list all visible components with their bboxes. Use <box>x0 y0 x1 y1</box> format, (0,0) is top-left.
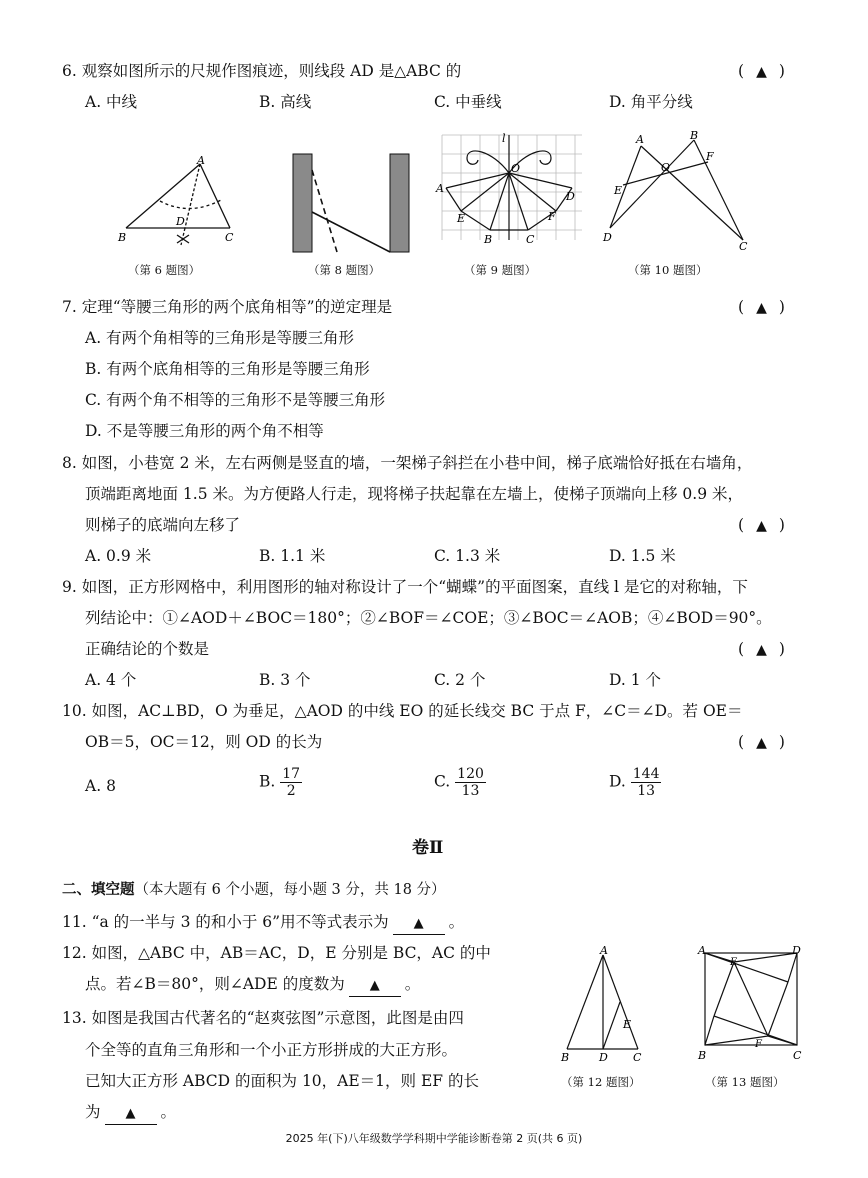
figure-13 <box>695 943 805 1065</box>
q8-option-d: D. 1.5 米 <box>609 547 676 565</box>
figure-9 <box>432 130 592 250</box>
q6-option-b: B. 高线 <box>259 93 312 111</box>
figure-10 <box>598 128 758 253</box>
q8-line-2: 顶端距离地面 1.5 米。为方便路人行走，现将梯子扶起靠在左墙上，使梯子顶端向上移 0.9 米， <box>85 485 744 503</box>
q11-answer-blank: ▲ <box>393 914 445 935</box>
q9-option-b: B. 3 个 <box>259 671 311 689</box>
q6-option-a: A. 中线 <box>85 93 138 111</box>
q10-option-a: A. 8 <box>85 777 116 795</box>
q9-line-1: 9. 如图，正方形网格中，利用图形的轴对称设计了一个“蝴蝶”的平面图案，直线 l 是它的对称轴，下 <box>62 578 748 596</box>
fig13-label-a: A <box>698 944 706 957</box>
q13-line-3: 已知大正方形 ABCD 的面积为 10，AE＝1，则 EF 的长 <box>85 1072 479 1090</box>
fig6-label-a: A <box>197 155 205 167</box>
fig10-label-f: F <box>706 150 714 163</box>
q6-stem: 6. 观察如图所示的尺规作图痕迹，则线段 AD 是△ABC 的 <box>62 62 462 80</box>
fig12-label-a: A <box>600 944 608 957</box>
q13-line-2: 个全等的直角三角形和一个小正方形拼成的大正方形。 <box>85 1041 458 1059</box>
q10-line-1: 10. 如图，AC⊥BD，O 为垂足，△AOD 的中线 EO 的延长线交 BC 于点 F，∠C＝∠D。若 OE＝ <box>62 702 743 720</box>
fig13-caption: （第 13 题图） <box>705 1075 785 1089</box>
q6-answer-paren: ( ▲ ) <box>738 62 785 80</box>
fig6-label-b: B <box>118 231 127 244</box>
q12-line-1: 12. 如图，△ABC 中，AB＝AC，D，E 分别是 BC，AC 的中 <box>62 944 491 962</box>
q13-line-4: 为 ▲ 。 <box>85 1102 176 1125</box>
q9-option-a: A. 4 个 <box>85 671 137 689</box>
fig13-label-e: E <box>730 957 738 968</box>
figure-8 <box>285 150 415 255</box>
fig12-label-b: B <box>561 1051 570 1064</box>
q9-option-c: C. 2 个 <box>434 671 486 689</box>
q11: 11. “a 的一半与 3 的和小于 6”用不等式表示为 ▲ 。 <box>62 912 464 935</box>
q12-answer-blank: ▲ <box>349 976 401 997</box>
fig9-label-e: E <box>457 212 466 225</box>
fig9-caption: （第 9 题图） <box>464 263 537 277</box>
q7-option-a: A. 有两个角相等的三角形是等腰三角形 <box>85 329 355 347</box>
fig9-label-d: D <box>566 190 575 203</box>
q10-answer-paren: ( ▲ ) <box>738 733 785 751</box>
q8-line-1: 8. 如图，小巷宽 2 米，左右两侧是竖直的墙，一架梯子斜拦在小巷中间，梯子底端恰好抵在右墙角， <box>62 454 753 472</box>
answer-triangle: ▲ <box>756 642 767 658</box>
q13-answer-blank: ▲ <box>105 1104 157 1125</box>
fig13-label-b: B <box>698 1049 707 1062</box>
q10-option-d: D. $\frac{144}{13}$ <box>609 766 660 799</box>
fig8-caption: （第 8 题图） <box>308 263 381 277</box>
volume-2-title: 卷Ⅱ <box>412 838 444 858</box>
fig13-label-d: D <box>792 944 801 957</box>
answer-triangle: ▲ <box>756 64 767 80</box>
q7-option-b: B. 有两个底角相等的三角形是等腰三角形 <box>85 360 370 378</box>
fig10-label-o: O <box>661 161 671 174</box>
q9-line-3: 正确结论的个数是 <box>85 640 210 658</box>
fig6-label-c: C <box>225 231 234 244</box>
q10-line-2: OB＝5，OC＝12，则 OD 的长为 <box>85 733 323 751</box>
fig10-label-c: C <box>739 240 748 253</box>
fraction: $\frac{120}{13}$ <box>457 766 484 799</box>
q6-option-d: D. 角平分线 <box>609 93 693 111</box>
q12-line-2: 点。若∠B＝80°，则∠ADE 的度数为 ▲ 。 <box>85 974 420 997</box>
fig10-label-d: D <box>603 231 612 244</box>
fig12-label-e: E <box>623 1018 632 1031</box>
section-2-header: 二、填空题（本大题有 6 个小题，每小题 3 分，共 18 分） <box>62 882 446 898</box>
answer-triangle: ▲ <box>756 735 767 751</box>
fig9-label-o: O <box>511 162 521 175</box>
fig10-label-a: A <box>636 133 644 146</box>
answer-triangle: ▲ <box>756 518 767 534</box>
q13-line-1: 13. 如图是我国古代著名的“赵爽弦图”示意图，此图是由四 <box>62 1009 464 1027</box>
answer-triangle: ▲ <box>756 300 767 316</box>
fig12-label-d: D <box>599 1051 608 1064</box>
q10-option-c: C. $\frac{120}{13}$ <box>434 766 484 799</box>
fig6-caption: （第 6 题图） <box>128 263 201 277</box>
q9-line-2: 列结论中：①∠AOD＋∠BOC＝180°；②∠BOF＝∠COE；③∠BOC＝∠AOB；④∠BOD＝90°。 <box>85 609 772 627</box>
fig9-label-b: B <box>484 233 493 246</box>
figure-12 <box>555 943 655 1065</box>
fig9-label-a: A <box>436 182 444 195</box>
fig13-label-f: F <box>755 1039 762 1050</box>
fig10-label-e: E <box>614 184 623 197</box>
page-footer: 2025 年(下)八年级数学学科期中学能诊断卷第 2 页(共 6 页) <box>285 1132 583 1145</box>
fig10-caption: （第 10 题图） <box>628 263 708 277</box>
fig9-label-l: l <box>502 132 506 145</box>
q7-stem: 7. 定理“等腰三角形的两个底角相等”的逆定理是 <box>62 298 393 316</box>
q8-option-c: C. 1.3 米 <box>434 547 501 565</box>
q8-option-a: A. 0.9 米 <box>85 547 152 565</box>
fig6-label-d: D <box>176 215 185 228</box>
q6-option-c: C. 中垂线 <box>434 93 502 111</box>
q7-answer-paren: ( ▲ ) <box>738 298 785 316</box>
fraction: $\frac{17}{2}$ <box>282 766 301 799</box>
q7-option-d: D. 不是等腰三角形的两个角不相等 <box>85 422 324 440</box>
fig12-label-c: C <box>633 1051 642 1064</box>
figure-6 <box>115 155 245 250</box>
fig12-caption: （第 12 题图） <box>561 1075 641 1089</box>
fraction: $\frac{144}{13}$ <box>632 766 660 799</box>
q7-option-c: C. 有两个角不相等的三角形不是等腰三角形 <box>85 391 386 409</box>
fig10-label-b: B <box>690 129 699 142</box>
q8-line-3: 则梯子的底端向左移了 <box>85 516 241 534</box>
q9-answer-paren: ( ▲ ) <box>738 640 785 658</box>
fig9-label-f: F <box>548 210 556 223</box>
fig13-label-c: C <box>793 1049 802 1062</box>
q8-answer-paren: ( ▲ ) <box>738 516 785 534</box>
q8-option-b: B. 1.1 米 <box>259 547 326 565</box>
q10-option-b: B. $\frac{17}{2}$ <box>259 766 301 799</box>
fig9-label-c: C <box>526 233 535 246</box>
q9-option-d: D. 1 个 <box>609 671 662 689</box>
